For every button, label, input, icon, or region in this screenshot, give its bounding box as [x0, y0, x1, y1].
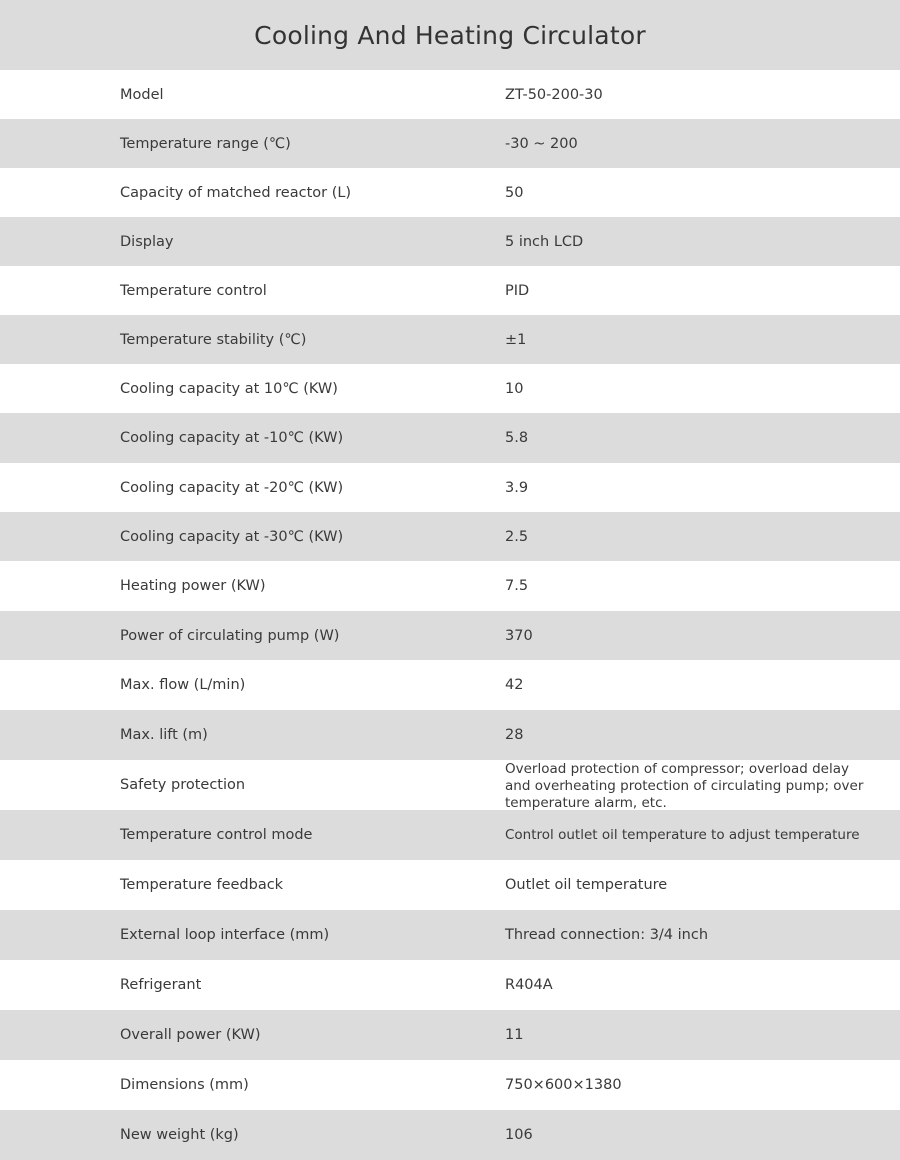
- row-label: Max. lift (m): [120, 727, 208, 743]
- row-value: 7.5: [505, 578, 529, 594]
- table-row-dimensions: [0, 1060, 900, 1110]
- row-label: Temperature control mode: [120, 827, 313, 843]
- row-label: Dimensions (mm): [120, 1077, 249, 1093]
- row-value: 5 inch LCD: [505, 233, 584, 250]
- table-row-temperature-feedback: [0, 860, 900, 910]
- spec-table: [0, 70, 900, 1160]
- row-value: 370: [505, 627, 533, 644]
- row-label: Temperature control: [120, 282, 267, 299]
- row-value: ±1: [505, 331, 527, 348]
- row-value: Thread connection: 3/4 inch: [505, 927, 709, 943]
- row-label: Refrigerant: [120, 977, 202, 993]
- table-row-reactor-capacity: [0, 168, 900, 217]
- row-label: Heating power (KW): [120, 578, 266, 594]
- row-value: Control outlet oil temperature to adjust temperature: [505, 827, 860, 843]
- table-row-cooling-minus-10: [0, 413, 900, 463]
- row-label: Cooling capacity at -10℃ (KW): [120, 430, 344, 446]
- row-value: -30 ~ 200: [505, 135, 578, 152]
- table-row-temperature-control: [0, 266, 900, 315]
- row-label: New weight (kg): [120, 1127, 239, 1143]
- row-value: 11: [505, 1027, 524, 1043]
- row-label: Capacity of matched reactor (L): [120, 184, 352, 201]
- row-label: Cooling capacity at 10℃ (KW): [120, 380, 338, 397]
- table-row-new-weight: [0, 1110, 900, 1160]
- row-label: Temperature range (℃): [120, 135, 291, 152]
- row-value: 5.8: [505, 430, 529, 446]
- row-label: Display: [120, 233, 174, 250]
- row-label: External loop interface (mm): [120, 927, 330, 943]
- table-row-max-flow: [0, 660, 900, 710]
- table-row-control-mode: [0, 810, 900, 860]
- row-value: PID: [505, 282, 530, 299]
- table-row-model: [0, 70, 900, 119]
- table-row-safety-protection: [0, 760, 900, 810]
- table-row-heating-power: [0, 561, 900, 611]
- row-value: 42: [505, 677, 524, 693]
- row-value: 10: [505, 380, 524, 397]
- table-row-temperature-stability: [0, 315, 900, 364]
- row-label: Cooling capacity at -30℃ (KW): [120, 528, 344, 545]
- table-row-cooling-minus-30: [0, 512, 900, 561]
- row-label: Safety protection: [120, 777, 246, 793]
- table-row-pump-power: [0, 611, 900, 660]
- row-value: 2.5: [505, 528, 529, 545]
- row-label: Temperature stability (℃): [120, 331, 307, 348]
- row-value: ZT-50-200-30: [505, 86, 603, 103]
- row-value: Overload protection of compressor; overload delay and overheating protection of circulating pump; over temperature alarm, etc.: [505, 761, 864, 810]
- row-value: 750×600×1380: [505, 1077, 622, 1093]
- table-row-loop-interface: [0, 910, 900, 960]
- row-value: R404A: [505, 977, 553, 993]
- table-row-cooling-10: [0, 364, 900, 413]
- row-value: 3.9: [505, 479, 529, 496]
- table-row-cooling-minus-20: [0, 463, 900, 512]
- table-row-overall-power: [0, 1010, 900, 1060]
- page-title: Cooling And Heating Circulator: [0, 0, 900, 70]
- row-label: Model: [120, 86, 164, 103]
- table-row-max-lift: [0, 710, 900, 760]
- table-row-temperature-range: [0, 119, 900, 168]
- row-label: Overall power (KW): [120, 1027, 261, 1043]
- row-label: Temperature feedback: [120, 877, 284, 893]
- row-value: 28: [505, 727, 524, 743]
- row-value: 50: [505, 184, 524, 201]
- table-row-refrigerant: [0, 960, 900, 1010]
- table-row-display: [0, 217, 900, 266]
- row-label: Cooling capacity at -20℃ (KW): [120, 479, 344, 496]
- row-value: Outlet oil temperature: [505, 877, 668, 893]
- row-value: 106: [505, 1127, 533, 1143]
- row-label: Power of circulating pump (W): [120, 627, 340, 644]
- row-label: Max. flow (L/min): [120, 677, 246, 693]
